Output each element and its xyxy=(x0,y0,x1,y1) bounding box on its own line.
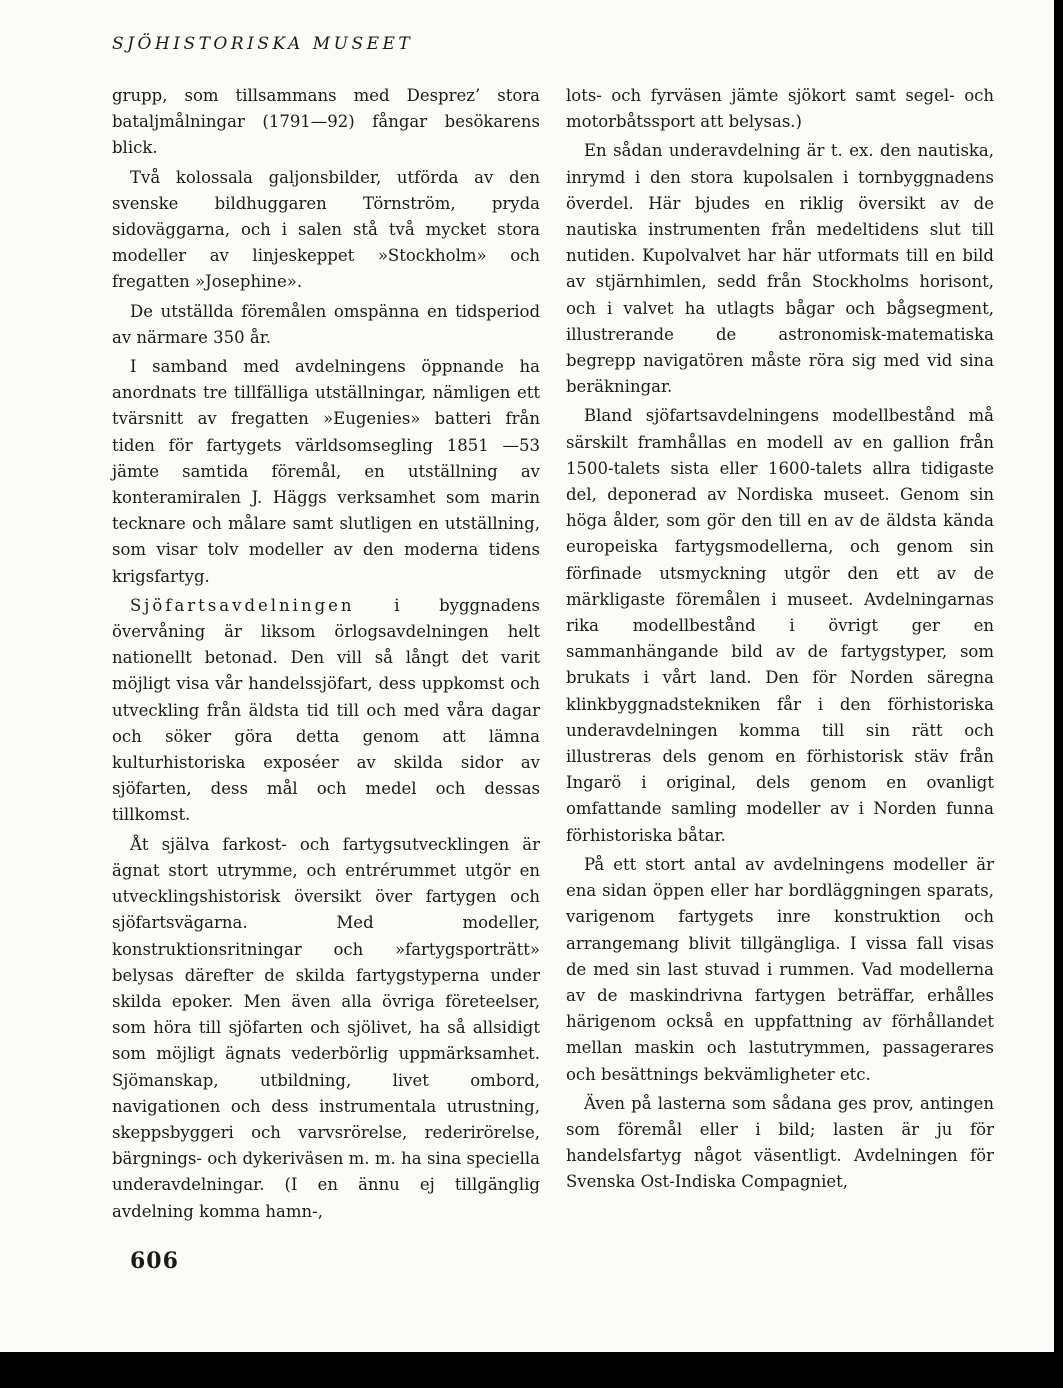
paragraph xyxy=(112,593,540,829)
page-number: 606 xyxy=(130,1248,179,1274)
paragraph: Två kolossala galjonsbilder, utförda av den svenske bildhuggaren Törnström, pryda sidoväggarna, och i salen stå två mycket stora modeller av linjeskeppet »Stockholm» och fregatten »Josephine». xyxy=(112,167,540,292)
paragraph: Bland sjöfartsavdelningens modellbestånd må särskilt framhållas en modell av en gallion från 1500-talets sista eller 1600-talets allra tidigaste del, deponerad av Nordiska museet. Genom sin höga ålder, som gör den till en av de äldsta kända europeiska fartygsmodellerna, och genom sin förfinade utsmyckning utgör den ett av de märkligaste föremålen i museet. Avdelningarnas rika modellbestånd i övrigt ger en sammanhängande bild av de fartygstyper, som brukats i vårt land. Den för Norden säregna klinkbyggnadstekniken får i den förhistoriska underavdelningen komma till sin rätt och illustreras dels genom en förhistorisk stäv från Ingarö i original, dels genom en ovanligt omfattande samling modeller av i Norden funna förhistoriska båtar. xyxy=(566,406,994,845)
right-column xyxy=(566,83,994,1196)
spaced-heading: Sjöfartsavdelningen xyxy=(130,595,355,615)
paragraph: En sådan underavdelning är t. ex. den nautiska, inrymd i den stora kupolsalen i tornbyggnadens överdel. Här bjudes en riklig översikt av de nautiska instrumenten från medeltidens slut till nutiden. Kupolvalvet har här utformats till en bild av stjärnhimlen, sedd från Stockholms horisont, och i valvet ha utlagts bågar och bågsegment, illustrerande de astronomisk-matematiska begrepp navigatören måste röra sig med vid sina beräkningar. xyxy=(566,141,994,397)
paragraph: I samband med avdelningens öppnande ha anordnats tre tillfälliga utställningar, nämligen ett tvärsnitt av fregatten »Eugenies» batteri från tiden för fartygets världsomsegling 1851 —53 jämte samtida föremål, en utställning av konteramiralen J. Häggs verksamhet som marin tecknare och målare samt slutligen en utställning, som visar tolv modeller av den moderna tidens krigsfartyg. xyxy=(112,357,540,586)
paragraph: De utställda föremålen omspänna en tidsperiod av närmare 350 år. xyxy=(112,301,540,347)
scan-bottom-border xyxy=(0,1352,1063,1388)
running-header: SJÖHISTORISKA MUSEET xyxy=(112,34,414,54)
paragraph: Åt själva farkost- och fartygsutvecklingen är ägnat stort utrymme, och entrérummet utgör en utvecklingshistorisk översikt över fartygen och sjöfartsvägarna. Med modeller, konstruktionsritningar och »fartygsporträtt» belysas därefter de skilda fartygstyperna under skilda epoker. Men även alla övriga företeelser, som höra till sjöfarten och sjölivet, ha så allsidigt som möjligt ägnats vederbörlig uppmärksamhet. Sjömanskap, utbildning, livet ombord, navigationen och dess instrumentala utrustning, skeppsbyggeri och varvsrörelse, rederirörelse, bärgnings- och dykeriväsen m. m. ha sina speciella underavdelningar. (I en ännu ej tillgänglig avdelning komma hamn-, xyxy=(112,834,540,1221)
paragraph: Även på lasterna som sådana ges prov, antingen som föremål eller i bild; lasten är ju för handelsfartyg något väsentligt. Avdelningen för Svenska Ost-Indiska Compagniet, xyxy=(566,1093,994,1192)
paragraph: lots- och fyrväsen jämte sjökort samt segel- och motorbåtssport att belysas.) xyxy=(566,86,994,132)
paragraph: På ett stort antal av avdelningens modeller är ena sidan öppen eller har bordläggningen sparats, varigenom fartygets inre konstruktion och arrangemang blivit tillgängliga. I vissa fall visas de med sin last stuvad i rummen. Vad modellerna av de maskindrivna fartygen beträffar, erhålles härigenom också en uppfattning av förhållandet mellan maskin och lastutrymmen, passagerares och besättnings bekvämligheter etc. xyxy=(566,854,994,1084)
scan-edge xyxy=(1054,0,1063,1388)
left-column xyxy=(112,83,540,1225)
paragraph-body: i byggnadens övervåning är liksom örlogsavdelningen helt nationellt betonad. Den vill så långt det varit möjligt visa vår handelssjöfart, dess uppkomst och utveckling från äldsta tid till och med våra dagar och söker göra detta genom att lämna kulturhistoriska exposéer av skilda sidor av sjöfarten, dess mål och medel och dessas tillkomst. xyxy=(112,595,541,825)
paragraph: grupp, som tillsammans med Desprez’ stora bataljmålningar (1791—92) fångar besökarens blick. xyxy=(112,86,540,158)
